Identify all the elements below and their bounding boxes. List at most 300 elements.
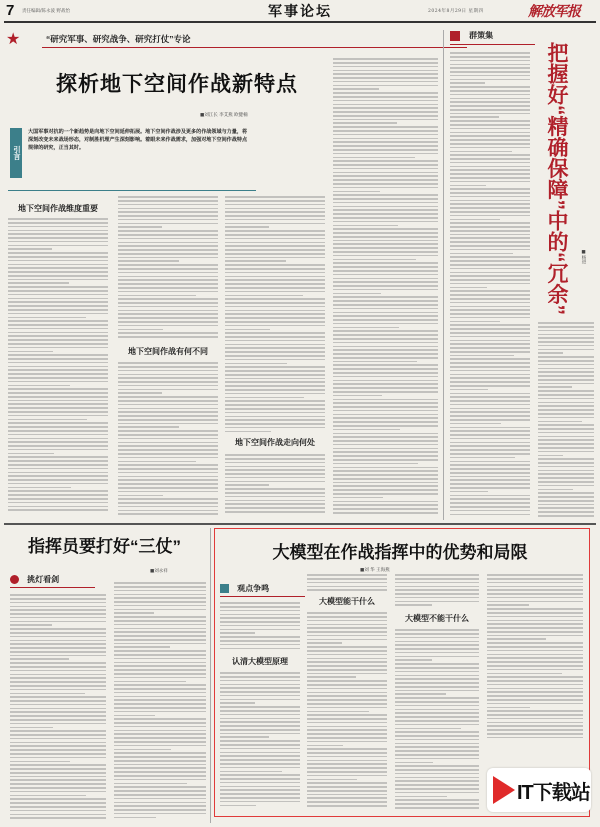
- text-line: [8, 381, 108, 383]
- text-line: [114, 745, 206, 747]
- text-line: [538, 417, 594, 419]
- text-line: [487, 661, 583, 663]
- text-line: [538, 455, 563, 457]
- text-line: [118, 419, 218, 421]
- text-line: [450, 306, 530, 308]
- text-line: [450, 495, 530, 497]
- text-line: [307, 616, 387, 618]
- text-line: [114, 681, 186, 683]
- text-line: [450, 411, 530, 413]
- text-line: [225, 264, 325, 266]
- text-line: [220, 614, 300, 616]
- text-line: [450, 472, 530, 474]
- text-line: [8, 298, 108, 300]
- text-line: [8, 339, 108, 341]
- text-line: [8, 256, 108, 258]
- text-line: [220, 752, 300, 754]
- text-line: [538, 473, 594, 475]
- text-line: [220, 610, 300, 612]
- text-line: [333, 372, 438, 374]
- text-line: [10, 621, 106, 623]
- text-line: [395, 633, 479, 635]
- text-line: [333, 512, 438, 514]
- text-line: [333, 77, 438, 79]
- text-line: [395, 731, 479, 733]
- text-line: [307, 748, 387, 750]
- text-line: [10, 606, 106, 608]
- text-line: [118, 381, 218, 383]
- text-line: [118, 234, 218, 236]
- text-line: [114, 726, 206, 728]
- text-line: [114, 582, 206, 584]
- text-line: [10, 693, 85, 695]
- text-line: [118, 223, 218, 225]
- text-line: [487, 673, 562, 675]
- text-line: [225, 397, 304, 399]
- text-line: [8, 343, 108, 345]
- text-line: [114, 650, 206, 652]
- text-line: [8, 324, 108, 326]
- text-line: [450, 90, 530, 92]
- text-line: [220, 621, 300, 623]
- text-line: [118, 498, 218, 500]
- text-line: [487, 695, 583, 697]
- text-line: [118, 287, 218, 289]
- main-article-byline: ■刘 华 王海燕: [360, 568, 390, 573]
- top-col2-text-b: [118, 360, 218, 516]
- text-line: [450, 408, 530, 410]
- text-line: [225, 389, 325, 391]
- text-line: [118, 313, 218, 315]
- top-subhead-2: 地下空间作战有何不同: [128, 347, 208, 356]
- text-line: [307, 692, 387, 694]
- text-line: [10, 734, 106, 736]
- text-line: [118, 389, 218, 391]
- text-line: [225, 500, 325, 502]
- text-line: [8, 494, 108, 496]
- text-line: [118, 453, 218, 455]
- text-line: [450, 264, 530, 266]
- text-line: [8, 445, 108, 447]
- text-line: [450, 502, 530, 504]
- text-line: [538, 322, 594, 324]
- text-line: [114, 620, 206, 622]
- text-line: [225, 313, 325, 315]
- text-line: [10, 700, 106, 702]
- text-line: [10, 674, 106, 676]
- text-line: [333, 493, 438, 495]
- text-line: [10, 802, 106, 804]
- text-line: [225, 412, 325, 414]
- issue-date: 2024年8月29日 星期四: [428, 9, 484, 14]
- masthead-logo: 解放军报: [528, 4, 580, 20]
- text-line: [225, 230, 325, 232]
- text-line: [333, 319, 438, 321]
- text-line: [114, 749, 171, 751]
- text-line: [450, 124, 530, 126]
- text-line: [8, 305, 108, 307]
- commentary-column-badge: [450, 28, 535, 45]
- text-line: [450, 358, 530, 360]
- text-line: [10, 609, 106, 611]
- text-line: [220, 710, 300, 712]
- text-line: [395, 604, 432, 606]
- text-line: [10, 704, 106, 706]
- text-line: [118, 200, 218, 202]
- text-line: [307, 790, 387, 792]
- text-line: [307, 650, 387, 652]
- text-line: [118, 257, 218, 259]
- text-line: [114, 767, 206, 769]
- text-line: [225, 481, 325, 483]
- text-line: [8, 328, 108, 330]
- text-line: [225, 249, 325, 251]
- text-line: [225, 355, 325, 357]
- text-line: [118, 242, 218, 244]
- text-line: [8, 275, 108, 277]
- text-line: [450, 116, 499, 118]
- text-line: [538, 337, 594, 339]
- text-line: [487, 718, 583, 720]
- text-line: [307, 688, 387, 690]
- text-line: [10, 787, 106, 789]
- text-line: [487, 691, 583, 693]
- text-line: [487, 703, 583, 705]
- text-line: [307, 646, 387, 648]
- text-line: [487, 623, 583, 625]
- text-line: [538, 398, 594, 400]
- text-line: [450, 464, 530, 466]
- text-line: [220, 729, 300, 731]
- text-line: [333, 153, 438, 155]
- text-line: [450, 355, 514, 357]
- text-line: [220, 695, 300, 697]
- text-line: [118, 510, 218, 512]
- section-title: 军事论坛: [268, 3, 332, 19]
- left-col1-text: [10, 592, 106, 820]
- text-line: [114, 817, 156, 819]
- text-line: [450, 290, 530, 292]
- text-line: [487, 620, 583, 622]
- text-line: [114, 802, 206, 804]
- text-line: [395, 780, 479, 782]
- text-line: [450, 75, 530, 77]
- text-line: [333, 168, 438, 170]
- commentary-byline: ■杨进: [581, 250, 586, 264]
- text-line: [114, 813, 206, 815]
- text-line: [450, 393, 530, 395]
- text-line: [450, 109, 530, 111]
- commentary-text-a: [450, 50, 530, 520]
- text-line: [8, 468, 108, 470]
- text-line: [538, 424, 594, 426]
- text-line: [225, 340, 325, 342]
- text-line: [307, 722, 387, 724]
- text-line: [333, 387, 438, 389]
- text-line: [225, 260, 286, 262]
- text-line: [8, 267, 108, 269]
- text-line: [8, 271, 108, 273]
- text-line: [225, 458, 325, 460]
- text-line: [487, 604, 529, 606]
- text-line: [118, 264, 218, 266]
- text-line: [8, 438, 108, 440]
- text-line: [450, 510, 530, 512]
- text-line: [10, 738, 106, 740]
- text-line: [333, 410, 438, 412]
- text-line: [538, 451, 594, 453]
- text-line: [487, 676, 583, 678]
- text-line: [538, 481, 594, 483]
- text-line: [333, 281, 438, 283]
- text-line: [450, 185, 486, 187]
- text-line: [118, 449, 218, 451]
- text-line: [487, 729, 583, 731]
- text-line: [450, 332, 530, 334]
- text-line: [538, 428, 594, 430]
- text-line: [333, 126, 438, 128]
- text-line: [307, 703, 387, 705]
- text-line: [333, 300, 438, 302]
- text-line: [10, 779, 106, 781]
- left-col2-text: [114, 580, 206, 820]
- text-line: [118, 495, 163, 497]
- text-line: [333, 164, 438, 166]
- text-line: [114, 741, 206, 743]
- text-line: [8, 248, 52, 250]
- text-line: [450, 71, 530, 73]
- text-line: [8, 369, 108, 371]
- text-line: [538, 496, 594, 498]
- text-line: [8, 301, 108, 303]
- text-line: [307, 718, 387, 720]
- text-line: [538, 345, 594, 347]
- text-line: [395, 709, 479, 711]
- text-line: [118, 295, 196, 297]
- text-line: [114, 771, 206, 773]
- text-line: [307, 699, 387, 701]
- text-line: [450, 340, 530, 342]
- text-line: [225, 351, 325, 353]
- text-line: [10, 783, 106, 785]
- text-line: [225, 454, 325, 456]
- text-line: [307, 695, 387, 697]
- text-line: [225, 393, 325, 395]
- text-line: [333, 315, 438, 317]
- text-line: [487, 650, 583, 652]
- text-line: [220, 602, 300, 604]
- text-line: [118, 506, 218, 508]
- text-line: [333, 383, 438, 385]
- text-line: [114, 631, 206, 633]
- text-line: [333, 346, 438, 348]
- text-line: [8, 290, 108, 292]
- text-line: [450, 389, 488, 391]
- top-article-title: 探析地下空间作战新特点: [56, 73, 298, 96]
- text-line: [10, 662, 106, 664]
- text-line: [487, 669, 583, 671]
- text-line: [307, 801, 387, 803]
- text-line: [333, 459, 438, 461]
- text-line: [450, 256, 530, 258]
- text-line: [450, 173, 530, 175]
- text-line: [450, 294, 530, 296]
- text-line: [395, 644, 479, 646]
- text-line: [118, 400, 218, 402]
- text-line: [10, 806, 106, 808]
- text-line: [487, 589, 583, 591]
- text-line: [333, 429, 400, 431]
- text-line: [307, 714, 387, 716]
- text-line: [225, 306, 325, 308]
- text-line: [307, 624, 387, 626]
- text-line: [395, 777, 479, 779]
- text-line: [8, 426, 108, 428]
- text-line: [118, 329, 163, 331]
- text-line: [220, 640, 300, 642]
- text-line: [450, 166, 530, 168]
- text-line: [538, 349, 594, 351]
- text-line: [307, 578, 387, 580]
- text-line: [333, 357, 438, 359]
- text-line: [118, 370, 218, 372]
- text-line: [538, 507, 594, 509]
- text-line: [114, 616, 206, 618]
- text-line: [333, 115, 438, 117]
- text-line: [333, 191, 380, 193]
- text-line: [8, 264, 108, 266]
- lead-tag: 引言: [10, 128, 22, 178]
- text-line: [333, 145, 438, 147]
- text-line: [395, 586, 479, 588]
- text-line: [8, 385, 70, 387]
- text-line: [114, 733, 206, 735]
- text-line: [8, 460, 108, 462]
- text-line: [450, 445, 530, 447]
- left-column-badge: [10, 573, 95, 588]
- text-line: [450, 423, 501, 425]
- text-line: [8, 498, 108, 500]
- text-line: [487, 635, 583, 637]
- text-line: [114, 669, 206, 671]
- text-line: [333, 425, 438, 427]
- text-line: [395, 574, 479, 576]
- text-line: [333, 58, 438, 60]
- text-line: [487, 722, 583, 724]
- text-line: [333, 85, 438, 87]
- text-line: [450, 283, 530, 285]
- top-col3-text-b: [225, 452, 325, 516]
- text-line: [10, 628, 106, 630]
- commentary-column-label: 群策集: [469, 31, 494, 40]
- text-line: [8, 233, 108, 235]
- text-line: [220, 680, 300, 682]
- text-line: [450, 200, 530, 202]
- text-line: [333, 73, 438, 75]
- text-line: [395, 705, 479, 707]
- text-line: [8, 313, 108, 315]
- text-line: [8, 354, 108, 356]
- text-line: [307, 612, 387, 614]
- text-line: [487, 680, 583, 682]
- text-line: [333, 266, 438, 268]
- text-line: [114, 699, 206, 701]
- page-editors: 责任编辑/陈永波 野战怡: [22, 9, 70, 14]
- text-line: [114, 594, 206, 596]
- text-line: [538, 341, 594, 343]
- text-line: [118, 430, 218, 432]
- text-line: [118, 445, 218, 447]
- text-line: [225, 423, 325, 425]
- text-line: [538, 383, 594, 385]
- text-line: [118, 491, 218, 493]
- text-line: [450, 370, 530, 372]
- text-line: [225, 344, 325, 346]
- text-line: [395, 671, 479, 673]
- text-line: [10, 715, 106, 717]
- text-line: [333, 508, 438, 510]
- text-line: [450, 67, 530, 69]
- text-line: [450, 64, 530, 66]
- text-line: [395, 739, 479, 741]
- text-line: [225, 370, 325, 372]
- text-line: [450, 419, 530, 421]
- text-line: [225, 381, 325, 383]
- text-line: [220, 699, 300, 701]
- main-column-label: 观点争鸣: [237, 584, 270, 593]
- text-line: [220, 672, 300, 674]
- text-line: [220, 763, 300, 765]
- text-line: [538, 466, 594, 468]
- text-line: [450, 343, 530, 345]
- text-line: [118, 208, 218, 210]
- text-line: [333, 66, 438, 68]
- text-line: [333, 501, 438, 503]
- text-line: [118, 415, 218, 417]
- text-line: [114, 635, 206, 637]
- text-line: [538, 489, 573, 491]
- text-line: [8, 252, 108, 254]
- text-line: [8, 434, 108, 436]
- text-line: [220, 617, 300, 619]
- text-line: [487, 688, 583, 690]
- text-line: [538, 379, 594, 381]
- text-line: [220, 755, 300, 757]
- text-line: [225, 329, 270, 331]
- text-line: [333, 285, 438, 287]
- text-line: [333, 213, 438, 215]
- text-line: [450, 415, 530, 417]
- text-line: [450, 514, 530, 516]
- text-line: [395, 578, 479, 580]
- text-line: [8, 351, 53, 353]
- text-line: [118, 457, 218, 459]
- text-line: [450, 249, 530, 251]
- text-line: [307, 676, 356, 678]
- text-line: [450, 215, 530, 217]
- text-line: [307, 752, 387, 754]
- text-line: [487, 642, 583, 644]
- text-line: [8, 415, 108, 417]
- text-line: [225, 302, 325, 304]
- text-line: [450, 192, 530, 194]
- text-line: [8, 483, 108, 485]
- text-line: [118, 377, 218, 379]
- text-line: [225, 298, 325, 300]
- text-line: [225, 507, 325, 509]
- text-line: [307, 665, 387, 667]
- text-line: [450, 188, 530, 190]
